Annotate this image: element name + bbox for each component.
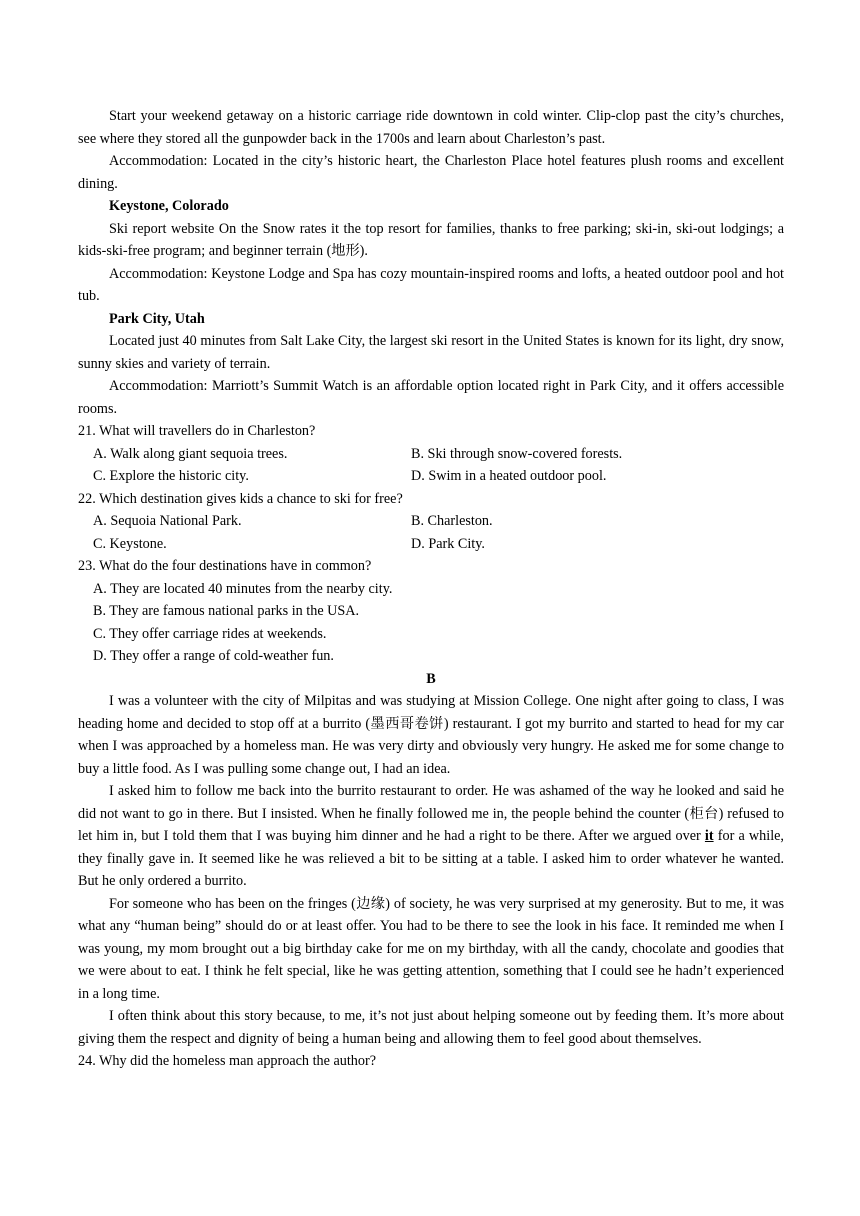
parkcity-heading: Park City, Utah: [109, 310, 205, 327]
keystone-paragraph: Ski report website On the Snow rates it the top resort for families, thanks to free parking; ski-in, ski-out lodgings; a kids-ski-free program; and beginner terrain (地形).: [78, 220, 784, 259]
question-21-option-d: D. Swim in a heated outdoor pool.: [411, 468, 607, 484]
parkcity-accommodation: Accommodation: Marriott’s Summit Watch is an affordable option located right in Park City, and it offers accessible rooms.: [78, 378, 784, 417]
parkcity-paragraph: Located just 40 minutes from Salt Lake City, the largest ski resort in the United States is known for its light, dry snow, sunny skies and variety of terrain.: [78, 333, 784, 372]
question-23-option-a: A. They are located 40 minutes from the nearby city.: [93, 580, 393, 597]
question-21-option-c: C. Explore the historic city.: [93, 468, 249, 484]
story-paragraph-1: I was a volunteer with the city of Milpitas and was studying at Mission College. One night after going to class, I was heading home and decided to stop off at a burrito (墨西哥卷饼) restaurant. I got my burrito and started to head for my car when I was approached by a homeless man. He was very dirty and obviously very hungry. He asked me for some change to buy a little food. As I was pulling some change out, I had an idea.: [78, 693, 784, 777]
question-22-option-d: D. Park City.: [411, 535, 485, 552]
document-page: [78, 105, 784, 1073]
question-21-option-a: A. Walk along giant sequoia trees.: [93, 445, 288, 462]
keystone-accommodation: Accommodation: Keystone Lodge and Spa has cozy mountain-inspired rooms and lofts, a heated outdoor pool and hot tub.: [78, 265, 784, 304]
question-23-stem: 23. What do the four destinations have in common?: [78, 558, 372, 574]
section-label-b: B: [426, 670, 436, 687]
question-21-options: [78, 443, 784, 488]
question-23-option-d: D. They offer a range of cold-weather fun.: [93, 648, 334, 664]
question-23-option-b: B. They are famous national parks in the USA.: [93, 603, 360, 619]
story-paragraph-2: [78, 780, 784, 893]
story-paragraph-3: For someone who has been on the fringes (边缘) of society, he was very surprised at my generosity. But to me, it was what any “human being” should do or at least offer. You had to be there to see the look in his face. It reminded me when I was young, my mom brought out a big birthday cake for me on my birthday, with all the candy, chocolate and goodies that we were about to eat. I think he felt special, like he was getting attention, something that I could see he hadn’t experienced in a long time.: [78, 895, 784, 1002]
charleston-accommodation: Accommodation: Located in the city’s historic heart, the Charleston Place hotel features plush rooms and excellent dining.: [78, 153, 784, 192]
question-22-option-b: B. Charleston.: [411, 513, 493, 529]
question-21-option-b: B. Ski through snow-covered forests.: [411, 445, 623, 462]
question-22-stem: 22. Which destination gives kids a chance to ski for free?: [78, 490, 403, 507]
question-21-stem: 21. What will travellers do in Charleston?: [78, 423, 316, 439]
story-paragraph-4: I often think about this story because, to me, it’s not just about helping someone out by feeding them. It’s more about giving them the respect and dignity of being a human being and allowing them to feel good about themselves.: [78, 1008, 784, 1047]
question-23-option-c: C. They offer carriage rides at weekends.: [93, 625, 327, 642]
story-paragraph-2-after: for a while, they finally gave in. It seemed like he was relieved a bit to be sitting at a table. I asked him to order whatever he wanted. But he only ordered a burrito.: [78, 828, 784, 889]
underlined-word: it: [704, 828, 714, 844]
question-24-stem: 24. Why did the homeless man approach the author?: [78, 1053, 376, 1069]
keystone-heading: Keystone, Colorado: [109, 198, 229, 214]
question-22-option-c: C. Keystone.: [93, 535, 167, 552]
question-22-options: [78, 510, 784, 555]
question-22-option-a: A. Sequoia National Park.: [93, 513, 242, 529]
story-paragraph-2-before: I asked him to follow me back into the burrito restaurant to order. He was ashamed of the way he looked and said he did not want to go in there. But I insisted. When he finally followed me in, the people behind the counter (柜台) refused to let him in, but I told them that I was buying him dinner and he had a right to be there. After we argued over: [78, 783, 784, 844]
charleston-paragraph: Start your weekend getaway on a historic carriage ride downtown in cold winter. Clip-clop past the city’s churches, see where they stored all the gunpowder back in the 1700s and learn about Charleston’s past.: [78, 108, 784, 147]
